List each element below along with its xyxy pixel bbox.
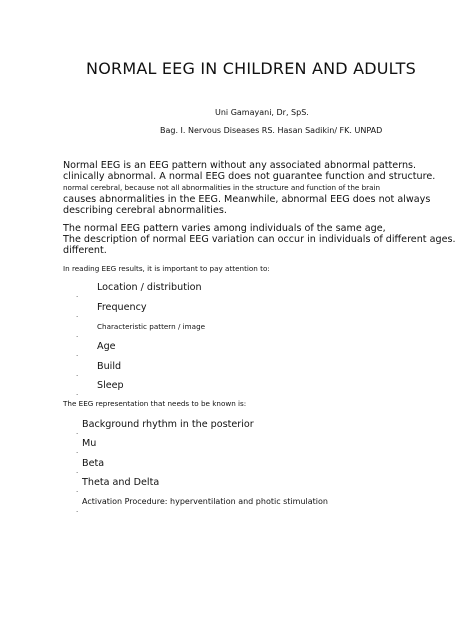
list-item (76, 477, 160, 496)
list-item-label: Age (97, 341, 116, 352)
list-item-label: Background rhythm in the posterior (82, 419, 254, 430)
list-item-label: Frequency (97, 302, 147, 313)
bullet-marker: . (76, 467, 79, 475)
representation-intro: The EEG representation that needs to be known is: (63, 399, 247, 408)
intro-line-2: clinically abnormal. A normal EEG does not guarantee function and structure. (63, 171, 436, 182)
intro-line-3: normal cerebral, because not all abnormalities in the structure and function of the brain (63, 183, 381, 192)
variation-line-3: different. (63, 245, 107, 256)
list-item (76, 341, 116, 360)
reading-intro: In reading EEG results, it is important to pay attention to: (63, 264, 270, 273)
variation-line-1: The normal EEG pattern varies among individuals of the same age, (63, 223, 386, 234)
bullet-marker: . (76, 486, 79, 494)
list-item-label: Build (97, 361, 122, 372)
list-item (76, 322, 206, 341)
intro-line-1: Normal EEG is an EEG pattern without any associated abnormal patterns. (63, 160, 417, 171)
bullet-marker: . (76, 350, 79, 358)
bullet-marker: . (76, 389, 79, 397)
bullet-marker: . (76, 311, 79, 319)
bullet-marker: . (76, 447, 79, 455)
list-item-label: Location / distribution (97, 282, 202, 293)
intro-line-5: describing cerebral abnormalities. (63, 205, 227, 216)
list-item-label: Activation Procedure: hyperventilation and photic stimulation (82, 497, 328, 506)
list-item (76, 419, 254, 438)
list-item-label: Beta (82, 458, 105, 469)
list-item-label: Mu (82, 438, 97, 449)
intro-line-4: causes abnormalities in the EEG. Meanwhile, abnormal EEG does not always (63, 194, 431, 205)
list-item (76, 361, 122, 380)
document-title: NORMAL EEG IN CHILDREN AND ADULTS (86, 59, 416, 78)
list-item-label: Theta and Delta (82, 477, 160, 488)
list-item (76, 282, 202, 301)
bullet-marker: . (76, 370, 79, 378)
list-item (76, 458, 105, 477)
bullet-marker: . (76, 506, 79, 514)
bullet-marker: . (76, 428, 79, 436)
affiliation-line: Bag. I. Nervous Diseases RS. Hasan Sadikin/ FK. UNPAD (160, 126, 383, 135)
bullet-marker: . (76, 331, 79, 339)
list-item (76, 497, 328, 516)
list-item-label: Characteristic pattern / image (97, 322, 206, 331)
list-item (76, 380, 124, 399)
list-item (76, 438, 97, 457)
variation-line-2: The description of normal EEG variation can occur in individuals of different ages. (63, 234, 456, 245)
list-item-label: Sleep (97, 380, 124, 391)
list-item (76, 302, 147, 321)
bullet-marker: . (76, 291, 79, 299)
author-line: Uni Gamayani, Dr, SpS. (215, 108, 309, 117)
